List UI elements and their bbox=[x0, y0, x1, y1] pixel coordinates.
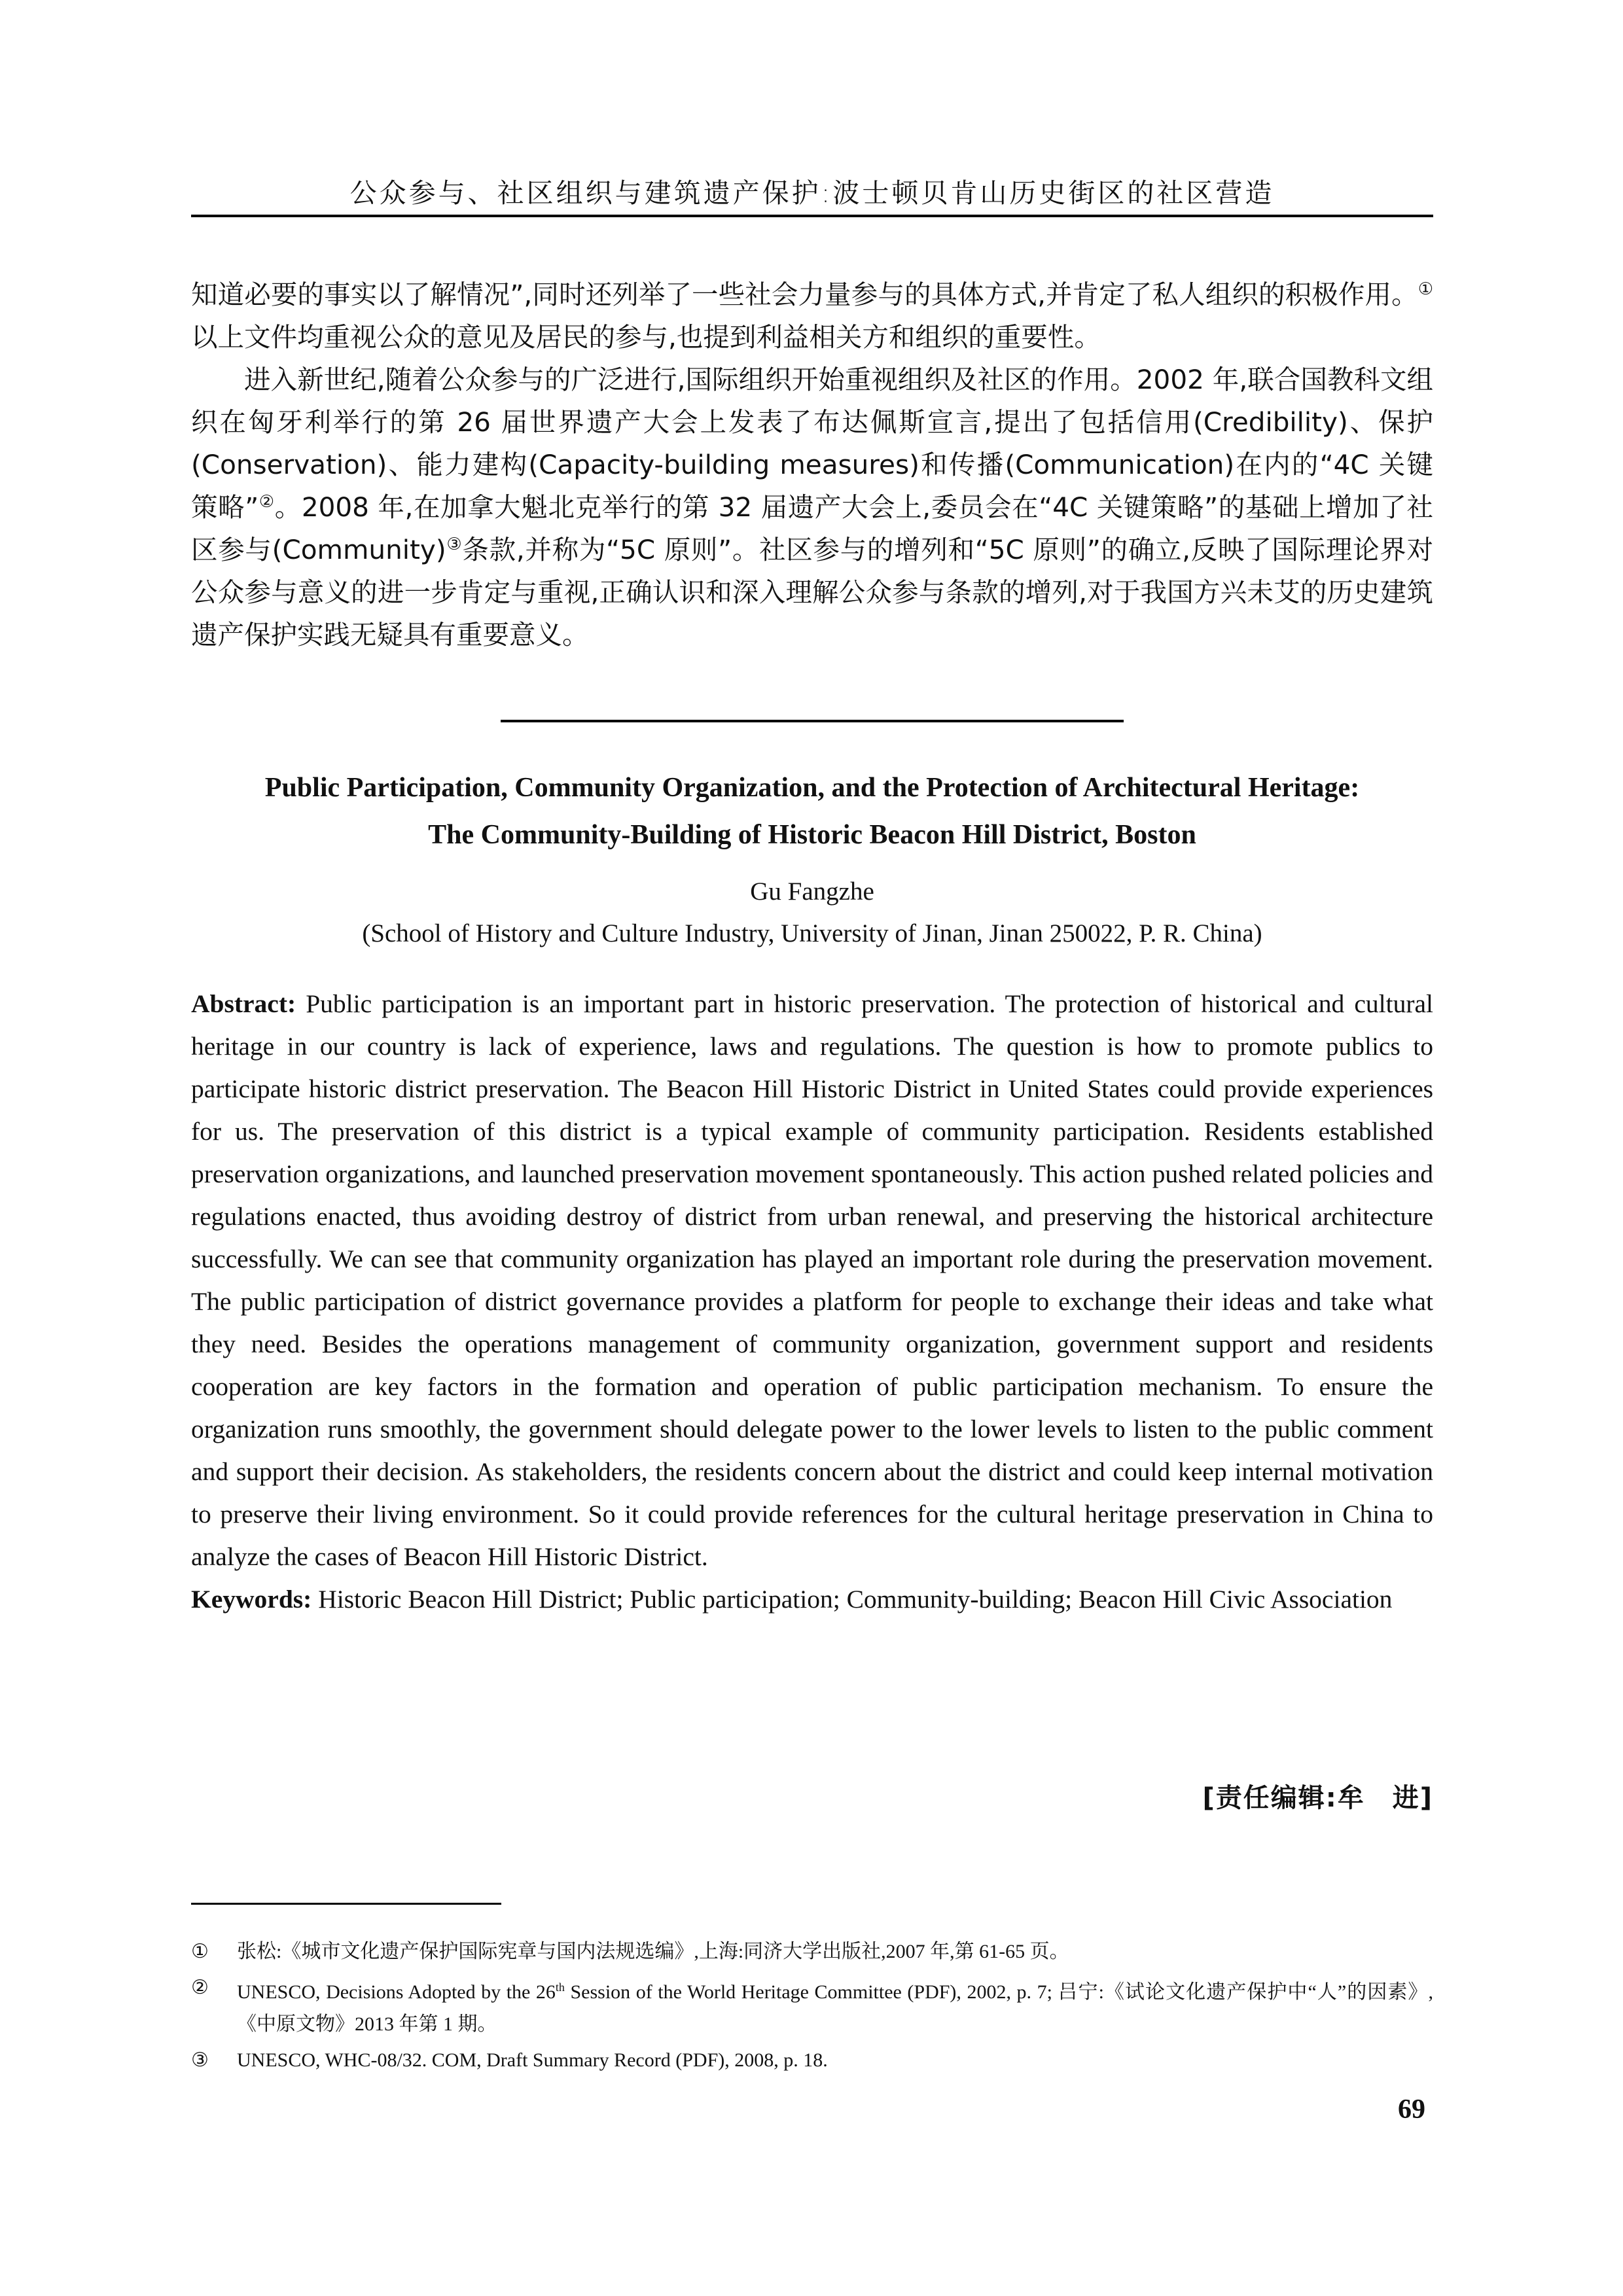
footnote-text-part: Session of the World Heritage Committee (PDF), 2002, p. 7; 吕宁:《试论文化遗产保护中“人”的因素》,《中原文物》2013 年第 1 期。 bbox=[237, 1981, 1433, 2035]
footnote-rule bbox=[191, 1903, 501, 1905]
chinese-paragraph bbox=[191, 359, 1433, 656]
footnote-3 bbox=[191, 2044, 1433, 2076]
footnote-ref[interactable]: ② bbox=[259, 492, 275, 512]
paragraph-text: 知道必要的事实以了解情况”,同时还列举了一些社会力量参与的具体方式,并肯定了私人组织的积极作用。 bbox=[191, 279, 1418, 310]
chinese-body bbox=[191, 274, 1433, 656]
footnote-text-part: UNESCO, Decisions Adopted by the 26 bbox=[237, 1981, 556, 2003]
footnote-ref[interactable]: ① bbox=[1418, 279, 1433, 299]
author-name: Gu Fangzhe bbox=[750, 877, 874, 906]
paragraph-text: 以上文件均重视公众的意见及居民的参与,也提到利益相关方和组织的重要性。 bbox=[191, 321, 1101, 353]
header-rule bbox=[191, 215, 1433, 217]
footnote-text: UNESCO, WHC-08/32. COM, Draft Summary Record (PDF), 2008, p. 18. bbox=[237, 2049, 828, 2071]
abstract-text: Public participation is an important part in historic preservation. The protection of historical and cultural heritage in our country is lack of experience, laws and regulations. The question is how to promote publics to participate historic district preservation. The Beacon Hill Historic District in United States could provide experiences for us. The preservation of this district is a typical example of community participation. Residents established preservation organizations, and launched preservation movement spontaneously. This action pushed related policies and regulations enacted, thus avoiding destroy of district from urban renewal, and preserving the historical architecture successfully. We can see that community organization has played an important role during the preservation movement. The public participation of district governance provides a platform for people to exchange their ideas and take what they need. Besides the operations management of community organization, government support and residents cooperation are key factors in the formation and operation of public participation mechanism. To ensure the organization runs smoothly, the government should delegate power to the lower levels to listen to the public comment and support their decision. As stakeholders, the residents concern about the district and could keep internal motivation to preserve their living environment. So it could provide references for the cultural heritage preservation in China to analyze the cases of Beacon Hill Historic District. bbox=[191, 989, 1433, 1571]
paragraph-text: 。2008 年,在加拿大魁北克举行的第 32 届遗产大会上,委员会在“4C 关键策略”的基础上增加了社区参与(Community) bbox=[191, 491, 1434, 565]
paragraph-text: 条款,并称为“5C 原则”。社区参与的增列和“5C 原则”的确立,反映了国际理论界对公众参与意义的进一步肯定与重视,正确认识和深入理解公众参与条款的增列,对于我国方兴未艾的历史建筑遗产保护实践无疑具有重要意义。 bbox=[191, 534, 1434, 650]
footnote-ref[interactable]: ③ bbox=[446, 535, 463, 554]
footnote-2 bbox=[191, 1971, 1433, 2040]
author-affiliation: (School of History and Culture Industry, University of Jinan, Jinan 250022, P. R. China) bbox=[362, 919, 1262, 947]
title-line-1: Public Participation, Community Organization, and the Protection of Architectural Heritage: bbox=[264, 773, 1360, 803]
keywords-label: Keywords: bbox=[191, 1585, 312, 1614]
footnote-text: 张松:《城市文化遗产保护国际宪章与国内法规选编》,上海:同济大学出版社,2007 年,第 61-65 页。 bbox=[237, 1941, 1069, 1962]
keywords bbox=[191, 1578, 1433, 1621]
running-head: 公众参与、社区组织与建筑遗产保护:波士顿贝肯山历史街区的社区营造 bbox=[349, 177, 1275, 209]
footnote-mark: ① bbox=[191, 1940, 209, 1963]
responsible-editor: [责任编辑:牟 进] bbox=[1202, 1783, 1433, 1813]
title-line-2: The Community-Building of Historic Beacon Hill District, Boston bbox=[428, 820, 1196, 850]
chinese-paragraph bbox=[191, 274, 1433, 359]
footnote-mark: ② bbox=[191, 1976, 209, 1999]
abstract-label: Abstract: bbox=[191, 989, 296, 1018]
page-number: 69 bbox=[1398, 2094, 1425, 2125]
footnote-text bbox=[237, 1971, 1433, 2040]
abstract-block bbox=[191, 983, 1433, 1621]
section-divider bbox=[501, 720, 1124, 722]
document-page bbox=[191, 0, 1433, 2296]
paragraph-text: 进入新世纪,随着公众参与的广泛进行,国际组织开始重视组织及社区的作用。2002 年,联合国教科文组织在匈牙利举行的第 26 届世界遗产大会上发表了布达佩斯宣言,提出了包括信用(Credibility)、保护(Conservation)、能力建构(Capacity-building measures)和传播(Communication)在内的“4C 关键策略” bbox=[191, 364, 1433, 523]
english-title bbox=[191, 764, 1433, 858]
abstract bbox=[191, 983, 1433, 1578]
footnote-mark: ③ bbox=[191, 2049, 209, 2072]
keywords-text: Historic Beacon Hill District; Public participation; Community-building; Beacon Hill Civic Association bbox=[312, 1585, 1393, 1614]
ordinal-superscript: th bbox=[555, 1981, 565, 1994]
footnote-1 bbox=[191, 1935, 1433, 1968]
footnotes bbox=[191, 1935, 1433, 2080]
